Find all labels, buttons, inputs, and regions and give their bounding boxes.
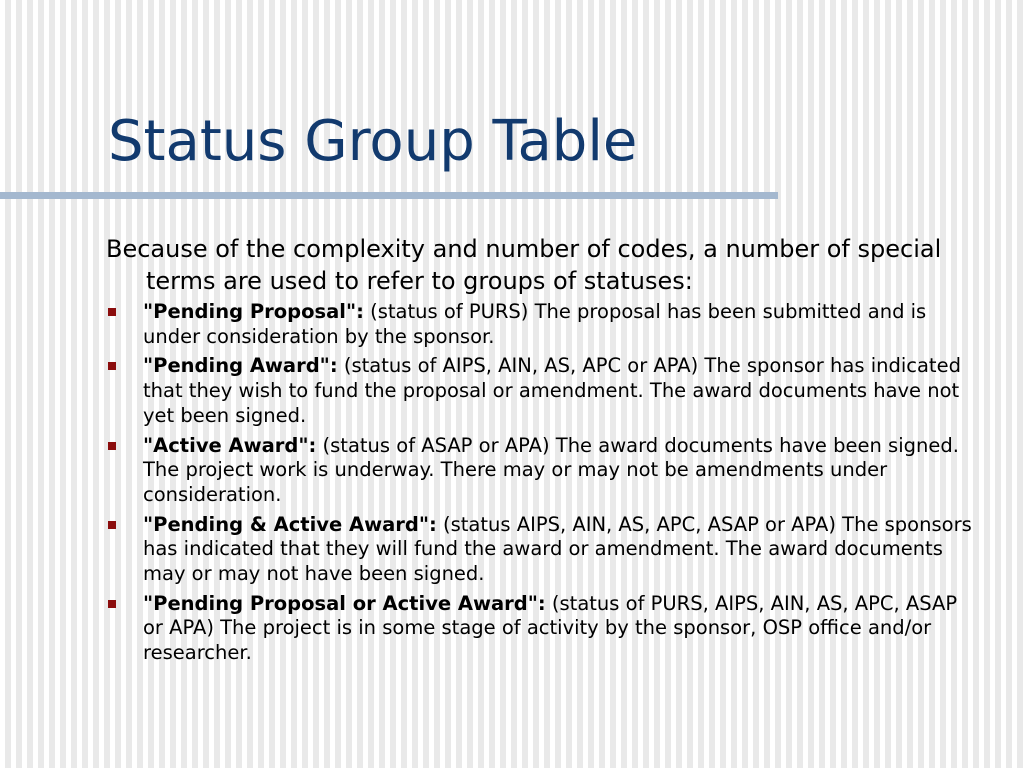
status-description: (status of PURS, AIPS, AIN, AS, APC, ASAP or APA) The project is in some stage of activity by the sponsor, OSP office and/or researcher. — [143, 591, 958, 665]
slide-title: Status Group Table — [108, 109, 638, 174]
list-item — [106, 354, 975, 428]
list-item — [106, 434, 975, 508]
status-term: "Pending & Active Award": — [143, 512, 437, 536]
status-term: "Active Award": — [143, 433, 317, 457]
intro-paragraph: Because of the complexity and number of codes, a number of special terms are used to refer to groups of statuses: — [106, 235, 942, 295]
status-description: (status of AIPS, AIN, AS, APC or APA) The sponsor has indicated that they wish to fund the proposal or amendment. The award documents have not yet been signed. — [143, 354, 961, 427]
square-bullet-icon — [108, 521, 116, 529]
status-term: "Pending Proposal or Active Award": — [143, 591, 546, 615]
title-underline — [0, 192, 778, 199]
status-term: "Pending Award": — [143, 354, 338, 378]
list-item — [106, 300, 975, 349]
status-description: (status of PURS) The proposal has been submitted and is under consideration by the sponsor. — [143, 300, 927, 348]
list-item — [106, 592, 975, 666]
square-bullet-icon — [108, 600, 116, 608]
list-item — [106, 513, 975, 587]
status-description: (status of ASAP or APA) The award documents have been signed. The project work is underway. There may or may not be amendments under consideration. — [143, 433, 959, 506]
status-term-list — [106, 300, 986, 666]
square-bullet-icon — [108, 308, 116, 316]
status-term: "Pending Proposal": — [143, 300, 364, 323]
slide-body — [106, 233, 986, 671]
status-description: (status AIPS, AIN, AS, APC, ASAP or APA) The sponsors has indicated that they will fund the award or amendment. The award documents may or may not have been signed. — [143, 512, 972, 586]
square-bullet-icon — [108, 442, 116, 450]
square-bullet-icon — [108, 362, 116, 370]
